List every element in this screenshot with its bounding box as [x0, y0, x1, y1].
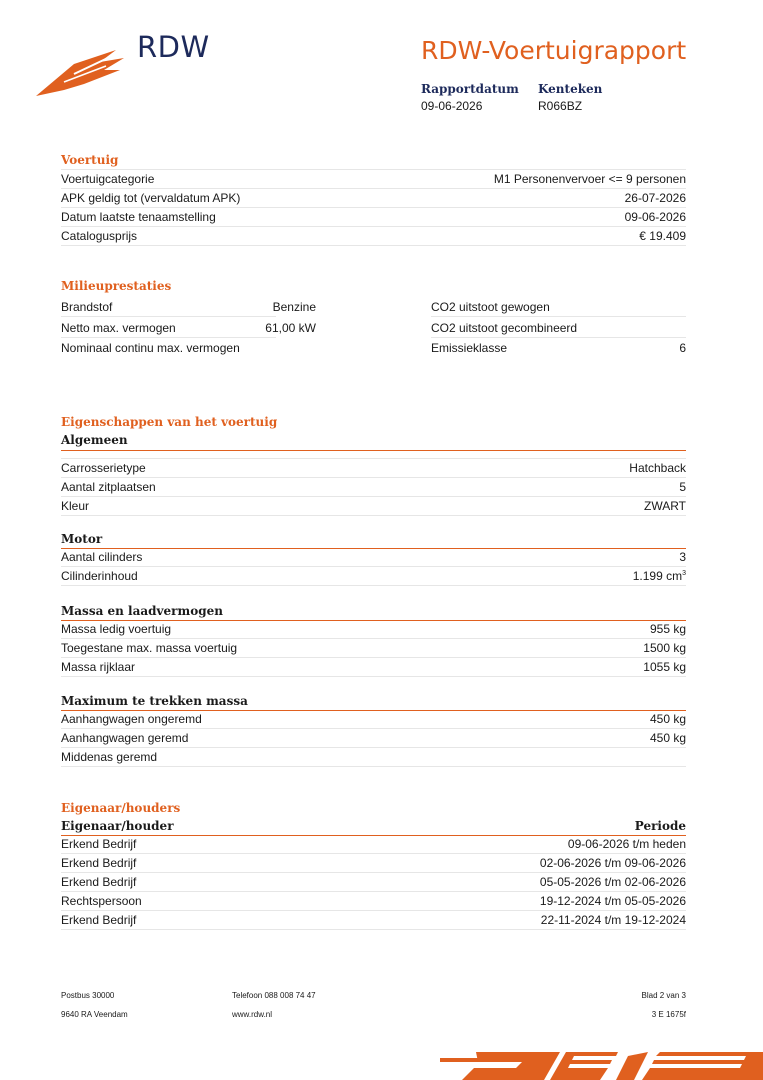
table-row [61, 658, 686, 677]
row-label: Catalogusprijs [61, 229, 138, 243]
row-label: Datum laatste tenaamstelling [61, 210, 216, 224]
row-label: Aanhangwagen geremd [61, 731, 189, 745]
row-value: 5 [679, 480, 686, 494]
plate-label: Kenteken [538, 82, 603, 96]
table-row [61, 639, 686, 658]
row-value: 450 kg [649, 712, 686, 726]
owner-period: 19-12-2024 t/m 05-05-2026 [539, 894, 686, 908]
row-label: Aanhangwagen ongeremd [61, 712, 202, 726]
table-row [61, 318, 686, 339]
row-value: ZWART [644, 499, 686, 513]
row-label: Voertuigcategorie [61, 172, 155, 186]
owner-period: 22-11-2024 t/m 19-12-2024 [540, 913, 686, 927]
row-label: Carrosserietype [61, 461, 146, 475]
owners-header [61, 819, 686, 835]
footer-website-link[interactable]: www.rdw.nl [232, 1010, 273, 1019]
mass-table [61, 620, 686, 677]
row-value: 26-07-2026 [624, 191, 686, 205]
table-row [61, 748, 686, 767]
row-value: Hatchback [629, 461, 686, 475]
env-value: Benzine [272, 300, 316, 314]
table-row [61, 620, 686, 639]
subsection-mass-title: Massa en laadvermogen [61, 604, 223, 618]
towing-table [61, 710, 686, 767]
env-label: Nominaal continu max. vermogen [61, 341, 240, 355]
env-label: Netto max. vermogen [61, 320, 176, 335]
table-row [61, 478, 686, 497]
row-label: Aantal cilinders [61, 550, 143, 564]
section-properties-title: Eigenschappen van het voertuig [61, 415, 278, 429]
footer-doc-code: 3 E 1675f [651, 1010, 686, 1019]
env-value: 61,00 kW [265, 320, 316, 335]
report-title: RDW-Voertuigrapport [421, 36, 687, 65]
owner-name: Rechtspersoon [61, 894, 142, 908]
table-row [61, 459, 686, 478]
owner-name: Erkend Bedrijf [61, 913, 137, 927]
row-label: Aantal zitplaatsen [61, 480, 156, 494]
row-value: 3 [679, 550, 686, 564]
env-value-2: 6 [679, 341, 686, 355]
section-environment-title: Milieuprestaties [61, 279, 172, 293]
row-label: Massa ledig voertuig [61, 622, 172, 636]
table-row [61, 835, 686, 854]
env-label-2: CO2 uitstoot gecombineerd [431, 320, 578, 335]
owners-table [61, 835, 686, 930]
section-vehicle-title: Voertuig [61, 153, 119, 167]
table-row [61, 338, 686, 359]
row-label: Cilinderinhoud [61, 569, 138, 583]
footer-phone: Telefoon 088 008 74 47 [232, 991, 316, 1000]
table-row [61, 170, 686, 189]
env-label-2: CO2 uitstoot gewogen [431, 300, 550, 314]
engine-table [61, 548, 686, 586]
row-label: Middenas geremd [61, 750, 158, 764]
environment-table [61, 297, 686, 359]
table-row [61, 854, 686, 873]
row-label: Toegestane max. massa voertuig [61, 641, 238, 655]
owner-period: 02-06-2026 t/m 09-06-2026 [539, 856, 686, 870]
brand-name: RDW [137, 30, 210, 64]
unit-superscript: 3 [682, 570, 686, 577]
table-row [61, 189, 686, 208]
subsection-engine-title: Motor [61, 532, 103, 546]
report-date-label: Rapportdatum [421, 82, 519, 96]
owner-period: 05-05-2026 t/m 02-06-2026 [539, 875, 686, 889]
table-row [61, 497, 686, 516]
table-row [61, 548, 686, 567]
row-value: 1500 kg [643, 641, 686, 655]
owner-name: Erkend Bedrijf [61, 875, 137, 889]
row-label: APK geldig tot (vervaldatum APK) [61, 191, 241, 205]
footer-city: 9640 RA Veendam [61, 1010, 128, 1019]
owner-period: 09-06-2026 t/m heden [567, 837, 686, 851]
row-value: 1055 kg [643, 660, 686, 674]
row-value: € 19.409 [639, 229, 686, 243]
subsection-general-title: Algemeen [61, 433, 128, 447]
row-label: Massa rijklaar [61, 660, 136, 674]
table-row [61, 710, 686, 729]
license-plate: R066BZ [538, 99, 583, 113]
owner-column-header: Eigenaar/houder [61, 819, 174, 833]
row-value [633, 569, 686, 583]
section-divider [61, 450, 686, 451]
env-label: Brandstof [61, 300, 113, 314]
rdw-stripes-icon [440, 1048, 763, 1080]
period-column-header: Periode [634, 819, 686, 833]
row-value: M1 Personenvervoer <= 9 personen [493, 172, 686, 186]
row-value: 450 kg [649, 731, 686, 745]
table-row [61, 297, 686, 318]
displacement-value: 1.199 cm [632, 569, 683, 583]
report-date: 09-06-2026 [421, 99, 483, 113]
table-row [61, 227, 686, 246]
vehicle-table [61, 169, 686, 246]
footer-postbus: Postbus 30000 [61, 991, 115, 1000]
subsection-towing-title: Maximum te trekken massa [61, 694, 248, 708]
table-row [61, 567, 686, 586]
table-row [61, 892, 686, 911]
row-value: 955 kg [649, 622, 686, 636]
table-row [61, 729, 686, 748]
table-row [61, 911, 686, 930]
owner-name: Erkend Bedrijf [61, 856, 137, 870]
row-value: 09-06-2026 [624, 210, 686, 224]
table-row [61, 208, 686, 227]
rdw-logo-icon [34, 44, 126, 98]
row-label: Kleur [61, 499, 90, 513]
owner-name: Erkend Bedrijf [61, 837, 137, 851]
general-table [61, 458, 686, 516]
env-label-2: Emissieklasse [431, 341, 508, 355]
footer-page-number: Blad 2 van 3 [641, 991, 686, 1000]
table-row [61, 873, 686, 892]
section-owners-title: Eigenaar/houders [61, 801, 181, 815]
